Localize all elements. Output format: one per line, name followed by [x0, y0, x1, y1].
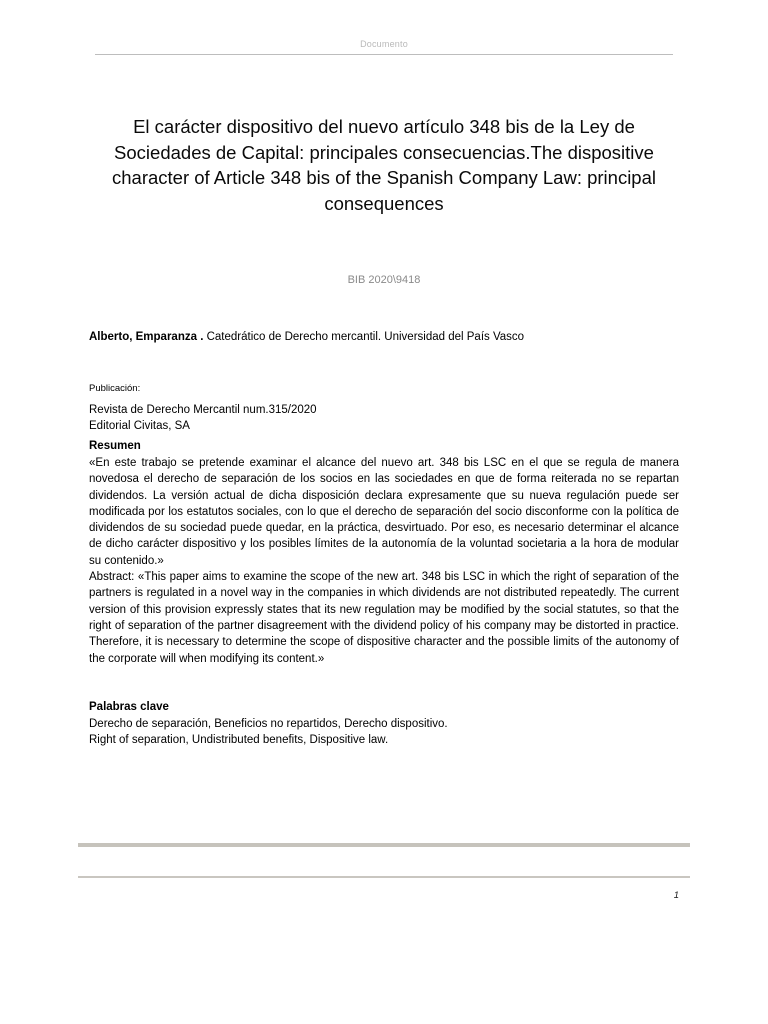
bib-reference: BIB 2020\9418	[347, 274, 421, 286]
publication-details	[89, 395, 679, 434]
page-number: 1	[673, 890, 679, 901]
publication-journal: Revista de Derecho Mercantil num.315/2020	[89, 404, 317, 416]
page-title: El carácter dispositivo del nuevo artículo 348 bis de la Ley de Sociedades de Capital: principales consecuencias.The dispositive character of Article 348 bis of the Spanish Company Law: principal consequences	[112, 116, 656, 214]
author-line	[89, 329, 679, 346]
abstract-heading-es: Resumen	[89, 440, 141, 452]
running-header-label: Documento	[360, 39, 408, 49]
publication-publisher: Editorial Civitas, SA	[89, 419, 190, 432]
title-block	[89, 114, 679, 216]
publication-label: Publicación:	[89, 383, 141, 394]
footer-divider-thin	[78, 876, 690, 878]
footer-divider-thick	[78, 843, 690, 847]
abstract-text-es: «En este trabajo se pretende examinar el alcance del nuevo art. 348 bis LSC en el que se regula de manera novedosa el derecho de separación de los socios en las sociedades en que de forma reiterada no se repartan dividendos. La versión actual de dicha disposición declara expresamente que su nueva regulación puede ser modificada por los estatutos sociales, con lo que el derecho de separación del socio disconforme con la política de dividendos de su sociedad puede quedar, en la práctica, desvirtuado. Por eso, es necesario determinar el alcance de dicho carácter dispositivo y los posibles límites de la autonomía de la voluntad societaria a la hora de modular su contenido.»	[89, 457, 679, 567]
header-divider	[95, 54, 673, 55]
author-affiliation: Catedrático de Derecho mercantil. Universidad del País Vasco	[206, 331, 525, 343]
running-header	[95, 38, 673, 55]
keywords-line-en: Right of separation, Undistributed benefits, Dispositive law.	[89, 734, 389, 747]
author-name: Alberto, Emparanza .	[89, 331, 204, 343]
keywords-line-es: Derecho de separación, Beneficios no repartidos, Derecho dispositivo.	[89, 717, 448, 730]
document-content	[89, 329, 679, 748]
abstract-text-en: Abstract: «This paper aims to examine the scope of the new art. 348 bis LSC in which the right of separation of the partners is regulated in a novel way in the companies in which dividends are not distributed repeatedly. The current version of this provision expressly states that its new regulation may be modified by the social statutes, so that the right of separation of the partner disagreement with the dividend policy of his company may be distorted in practice. Therefore, it is necessary to determine the scope of dispositive character and the possible limits of the autonomy of the corporate will when modifying its content.»	[89, 571, 679, 665]
keywords-heading: Palabras clave	[89, 700, 169, 713]
